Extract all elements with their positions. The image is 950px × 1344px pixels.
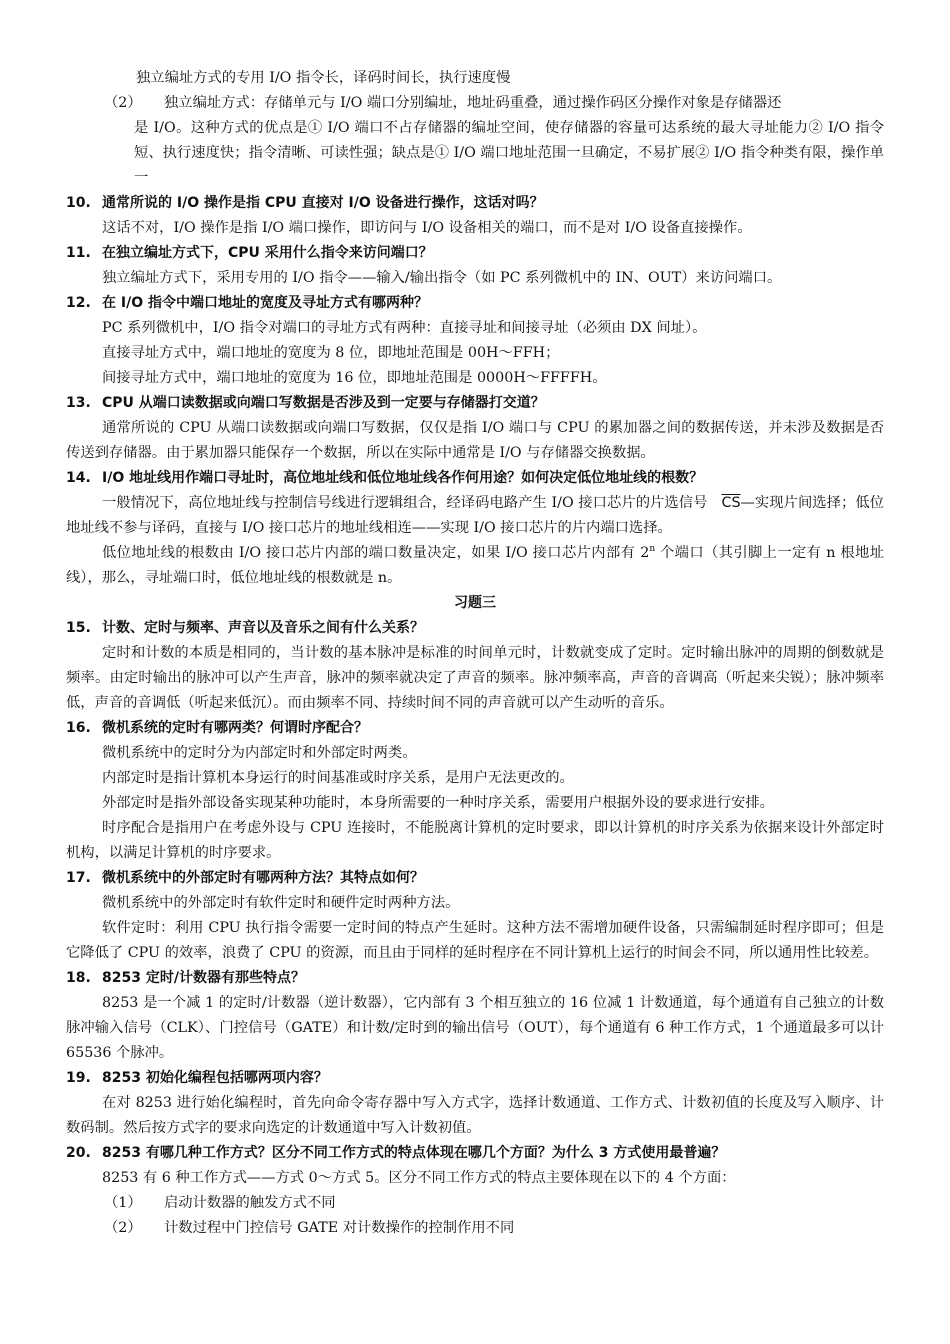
list-item-continuation: 是 I/O。这种方式的优点是① I/O 端口不占存储器的编址空间，使存储器的容量可达系统的最大寻址能力② I/O 指令短、执行速度快；指令清晰、可读性强；缺点是① I/O 端口地址范围一旦确定，不易扩展② I/O 指令种类有限，操作单一 <box>134 120 884 186</box>
answer-paragraph: 通常所说的 CPU 从端口读数据或向端口写数据，仅仅是指 I/O 端口与 CPU 的累加器之间的数据传送，并未涉及数据是否传送到存储器。由于累加器只能保存一个数据，所以在实际中通常是 I/O 与存储器交换数据。 <box>66 420 884 461</box>
answer-paragraph: 内部定时是指计算机本身运行的时间基准或时序关系，是用户无法更改的。 <box>102 770 574 786</box>
question-text: 在独立编址方式下，CPU 采用什么指令来访问端口？ <box>102 245 433 261</box>
answer-paragraph: 独立编址方式下，采用专用的 I/O 指令——输入/输出指令（如 PC 系列微机中的 IN、OUT）来访问端口。 <box>102 270 782 286</box>
document-page <box>66 66 884 1241</box>
question-text: I/O 地址线用作端口寻址时，高位地址线和低位地址线各作何用途？如何决定低位地址线的根数？ <box>102 470 704 486</box>
question-heading <box>66 616 884 641</box>
list-marker: （2） <box>104 1220 142 1236</box>
question-heading <box>66 241 884 266</box>
question-heading <box>66 1066 884 1091</box>
answer-paragraph: 这话不对，I/O 操作是指 I/O 端口操作，即访问与 I/O 设备相关的端口，而不是对 I/O 设备直接操作。 <box>102 220 752 236</box>
list-item-text: 独立编址方式：存储单元与 I/O 端口分别编址，地址码重叠，通过操作码区分操作对象是存储器还 <box>164 95 782 111</box>
question-heading <box>66 1141 884 1166</box>
question-heading <box>66 291 884 316</box>
question-heading <box>66 866 884 891</box>
answer-paragraph: 定时和计数的本质是相同的，当计数的基本脉冲是标准的时间单元时，计数就变成了定时。定时输出脉冲的周期的倒数就是频率。由定时输出的脉冲可以产生声音，脉冲的频率就决定了声音的频率。脉冲频率高，声音的音调高（听起来尖锐）；脉冲频率低，声音的音调低（听起来低沉）。而由频率不同、持续时间不同的声音就可以产生动听的音乐。 <box>66 645 884 711</box>
answer-text: 一般情况下，高位地址线与控制信号线进行逻辑组合，经译码电路产生 I/O 接口芯片的片选信号 <box>102 495 708 511</box>
answer-paragraph: 外部定时是指外部设备实现某种功能时，本身所需要的一种时序关系，需要用户根据外设的要求进行安排。 <box>102 795 774 811</box>
question-number: 19. <box>66 1070 91 1086</box>
list-item <box>66 91 884 116</box>
answer-paragraph: 间接寻址方式中，端口地址的宽度为 16 位，即地址范围是 0000H～FFFFH。 <box>102 370 607 386</box>
question-text: 8253 定时/计数器有那些特点？ <box>102 970 305 986</box>
question-number: 17. <box>66 870 91 886</box>
question-number: 10. <box>66 195 91 211</box>
question-number: 15. <box>66 620 91 636</box>
superscript: n <box>649 544 656 555</box>
question-number: 14. <box>66 470 91 486</box>
question-number: 16. <box>66 720 91 736</box>
answer-paragraph: PC 系列微机中，I/O 指令对端口的寻址方式有两种：直接寻址和间接寻址（必须由 DX 间址）。 <box>102 320 707 336</box>
question-number: 13. <box>66 395 91 411</box>
paragraph: 独立编址方式的专用 I/O 指令长，译码时间长，执行速度慢 <box>136 70 511 86</box>
answer-paragraph: 8253 有 6 种工作方式——方式 0～方式 5。区分不同工作方式的特点主要体现在以下的 4 个方面： <box>102 1170 736 1186</box>
answer-paragraph <box>66 491 884 541</box>
question-number: 12. <box>66 295 91 311</box>
question-text: 8253 初始化编程包括哪两项内容？ <box>102 1070 328 1086</box>
list-marker: （1） <box>104 1195 142 1211</box>
answer-text: 个端口（其引脚上一定有 n 根地址线），那么，寻址端口时，低位地址线的根数就是 n。 <box>66 545 884 586</box>
question-text: 计数、定时与频率、声音以及音乐之间有什么关系？ <box>102 620 424 636</box>
list-item-text: 启动计数器的触发方式不同 <box>164 1195 336 1211</box>
question-heading <box>66 466 884 491</box>
answer-paragraph: 微机系统中的定时分为内部定时和外部定时两类。 <box>102 745 417 761</box>
list-item-text: 计数过程中门控信号 GATE 对计数操作的控制作用不同 <box>164 1220 515 1236</box>
answer-paragraph: 微机系统中的外部定时有软件定时和硬件定时两种方法。 <box>102 895 460 911</box>
question-text: 微机系统的定时有哪两类？何谓时序配合？ <box>102 720 368 736</box>
question-heading <box>66 716 884 741</box>
answer-text: 低位地址线的根数由 I/O 接口芯片内部的端口数量决定，如果 I/O 接口芯片内部有 2 <box>102 545 650 561</box>
question-text: 通常所说的 I/O 操作是指 CPU 直接对 I/O 设备进行操作，这话对吗？ <box>102 195 544 211</box>
question-heading <box>66 191 884 216</box>
answer-paragraph: 8253 是一个减 1 的定时/计数器（逆计数器），它内部有 3 个相互独立的 16 位减 1 计数通道，每个通道有自己独立的计数脉冲输入信号（CLK）、门控信号（GATE）和计数/定时到的输出信号（OUT），每个通道有 6 种工作方式，1 个通道最多可以计 65536 个脉冲。 <box>66 995 884 1061</box>
list-item <box>66 1216 884 1241</box>
question-text: 在 I/O 指令中端口地址的宽度及寻址方式有哪两种？ <box>102 295 428 311</box>
question-number: 20. <box>66 1145 91 1161</box>
answer-paragraph <box>66 541 884 591</box>
question-text: 8253 有哪几种工作方式？区分不同工作方式的特点体现在哪几个方面？为什么 3 方式使用最普遍？ <box>102 1145 726 1161</box>
question-heading <box>66 966 884 991</box>
answer-paragraph: 时序配合是指用户在考虑外设与 CPU 连接时，不能脱离计算机的定时要求，即以计算机的时序关系为依据来设计外部定时机构，以满足计算机的时序要求。 <box>66 820 884 861</box>
question-number: 11. <box>66 245 91 261</box>
question-heading <box>66 391 884 416</box>
section-title: 习题三 <box>454 595 496 611</box>
answer-text: —实现片间选择；低位地址线不参与译码，直接与 I/O 接口芯片的地址线相连——实现 I/O 接口芯片的片内端口选择。 <box>66 495 884 536</box>
question-text: CPU 从端口读数据或向端口写数据是否涉及到一定要与存储器打交道？ <box>102 395 545 411</box>
question-text: 微机系统中的外部定时有哪两种方法？其特点如何？ <box>102 870 424 886</box>
answer-paragraph: 直接寻址方式中，端口地址的宽度为 8 位，即地址范围是 00H～FFH； <box>102 345 560 361</box>
question-number: 18. <box>66 970 91 986</box>
answer-paragraph: 软件定时：利用 CPU 执行指令需要一定时间的特点产生延时。这种方法不需增加硬件设备，只需编制延时程序即可；但是它降低了 CPU 的效率，浪费了 CPU 的资源，而且由于同样的延时程序在不同计算机上运行的时间会不同，所以通用性比较差。 <box>66 920 884 961</box>
list-marker: （2） <box>104 95 142 111</box>
answer-paragraph: 在对 8253 进行始化编程时，首先向命令寄存器中写入方式字，选择计数通道、工作方式、计数初值的长度及写入顺序、计数码制。然后按方式字的要求向选定的计数通道中写入计数初值。 <box>66 1095 884 1136</box>
list-item <box>66 1191 884 1216</box>
chip-select-signal: $\overline{CS}$ <box>721 495 741 511</box>
